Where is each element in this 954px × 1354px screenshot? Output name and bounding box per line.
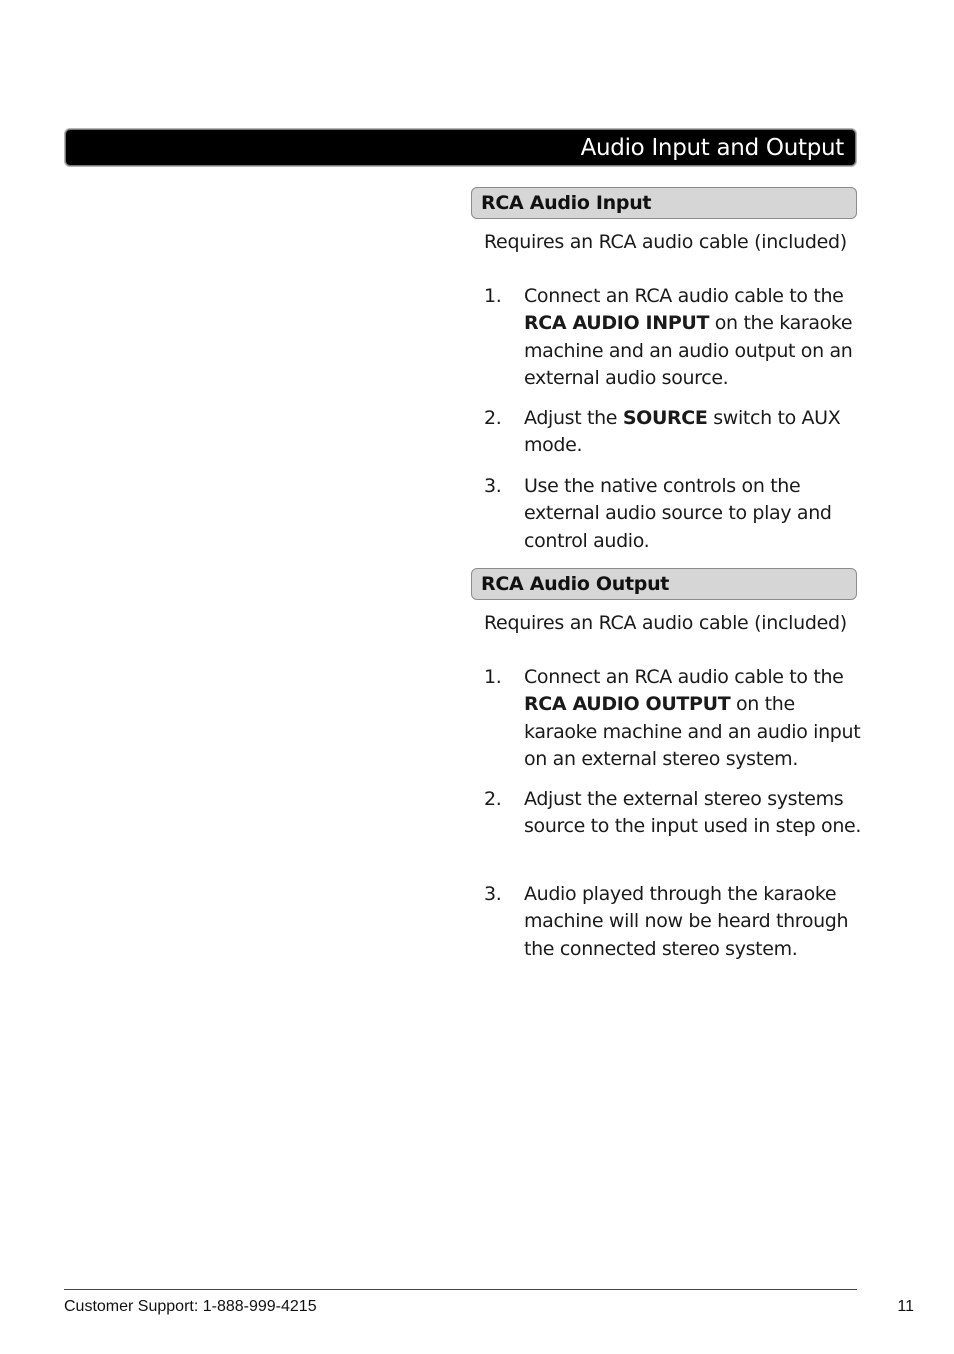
page-number: 11 (897, 1298, 914, 1315)
rca-audio-input-heading (471, 187, 857, 219)
control-label: RCA AUDIO INPUT (524, 312, 710, 335)
step-number: 2. (484, 407, 502, 429)
step-text: Connect an RCA audio cable to the RCA AUDIO OUTPUT on the karaoke machine and an audio input on an external stereo system. (524, 666, 861, 770)
section-title-bar (65, 129, 856, 166)
output-requirement-text: Requires an RCA audio cable (included) (484, 612, 847, 634)
section-heading-label: RCA Audio Output (481, 573, 670, 595)
customer-support-text: Customer Support: 1-888-999-4215 (64, 1298, 317, 1315)
step-number: 2. (484, 788, 502, 810)
step-number: 3. (484, 883, 502, 905)
step-text: Audio played through the karaoke machine will now be heard through the connected stereo system. (524, 883, 849, 960)
page-title: Audio Input and Output (580, 134, 844, 161)
step-text: Adjust the SOURCE switch to AUX mode. (524, 407, 841, 457)
step-text: Use the native controls on the external audio source to play and control audio. (524, 475, 832, 552)
control-label: RCA AUDIO OUTPUT (524, 693, 731, 716)
step-text: Connect an RCA audio cable to the RCA AUDIO INPUT on the karaoke machine and an audio output on an external audio source. (524, 285, 853, 389)
input-requirement-text: Requires an RCA audio cable (included) (484, 231, 847, 253)
step-number: 1. (484, 666, 502, 688)
step-number: 3. (484, 475, 502, 497)
step-text: Adjust the external stereo systems source to the input used in step one. (524, 788, 862, 838)
rca-audio-output-heading (471, 568, 857, 600)
footer-divider (64, 1289, 857, 1290)
step-number: 1. (484, 285, 502, 307)
section-heading-label: RCA Audio Input (481, 192, 652, 214)
control-label: SOURCE (622, 407, 708, 429)
